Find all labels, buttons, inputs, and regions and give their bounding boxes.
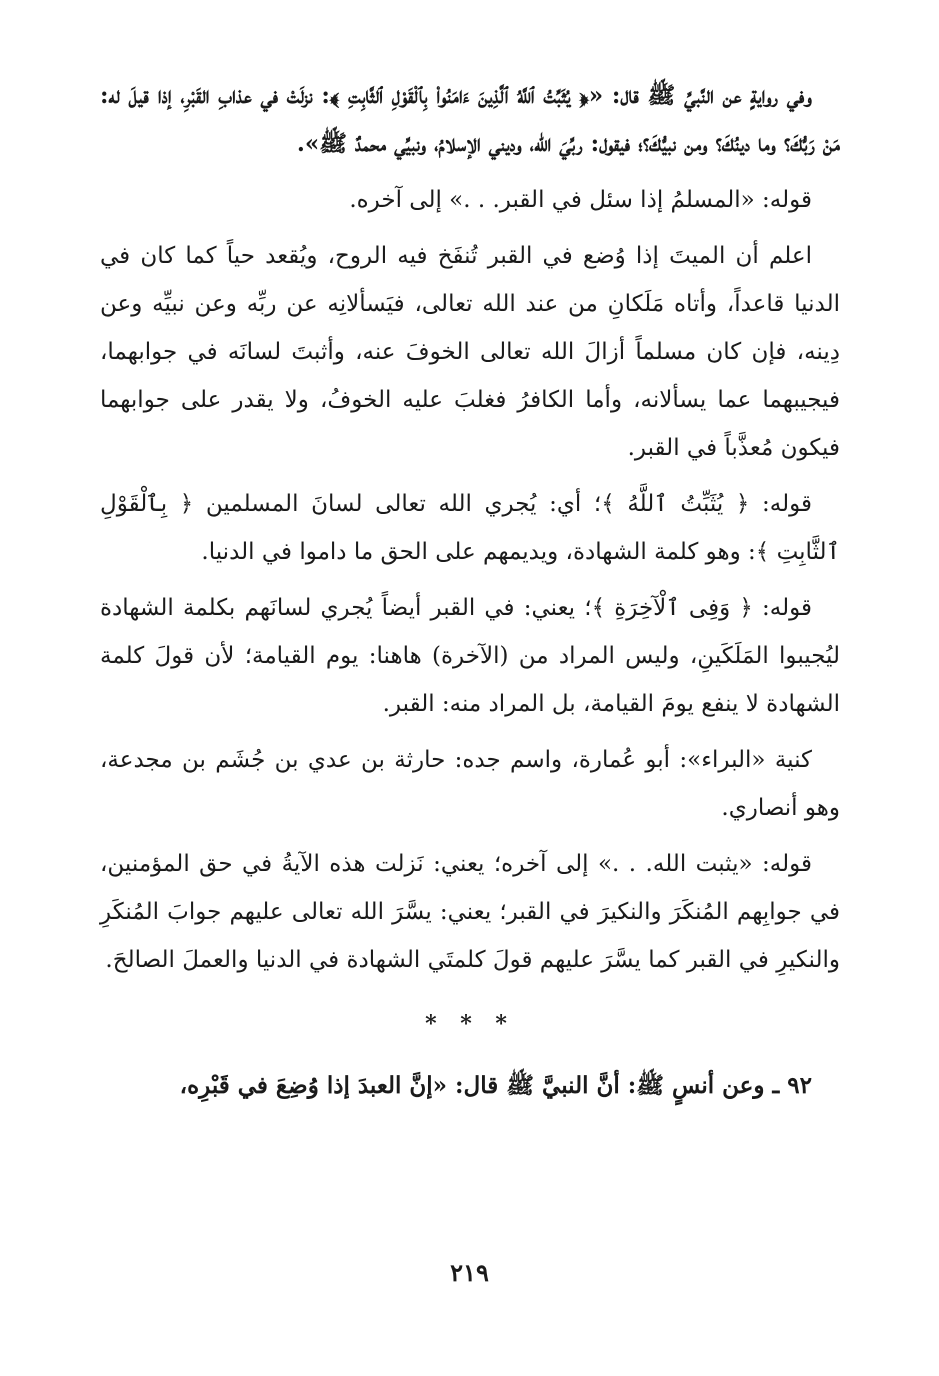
commentary-paragraph: قوله: «يثبت الله. . .» إلى آخره؛ يعني: نَزلت هذه الآيةُ في حق المؤمنين، في جوابِهم المُنكَرَ والنكيرَ في القبر؛ يعني: يسَّرَ الله تعالى عليهم جوابَ المُنكَرِ والنكيرِ في القبر كما يسَّرَ عليهم قولَ كلمتَي الشهادة في الدنيا والعملَ الصالحَ. [100,851,840,973]
hadith-start: ٩٢ ـ وعن أنسٍ ﷺ: أنَّ النبيَّ ﷺ قال: «إنَّ العبدَ إذا وُضِعَ في قَبْرِه، [179,1072,812,1099]
commentary-paragraph: قوله: ﴿ وَفِى ٱلْآخِرَةِ ﴾؛ يعني: في القبر أيضاً يُجري لسانَهم بكلمة الشهادة ليُجيبوا المَلَكَينِ، وليس المراد من (الآخرة) هاهنا: يوم القيامة؛ لأن قولَ كلمة الشهادة لا ينفع يومَ القيامة، بل المراد منه: القبر. [100,595,840,717]
commentary-paragraph: اعلم أن الميتَ إذا وُضع في القبر تُنفَخ فيه الروح، ويُقعد حياً كما كان في الدنيا قاعداً، وأتاه مَلَكانِ من عند الله تعالى، فيَسألانِه عن ربِّه وعن نبيِّه وعن دِينه، فإن كان مسلماً أزالَ الله تعالى الخوفَ عنه، وأثبتَ لسانَه في جوابهما، فيجيبهما عما يسألانه، وأما الكافرُ فغلبَ عليه الخوفُ، ولا يقدر على جوابهما فيكون مُعذَّباً في القبر. [100,243,840,461]
commentary-paragraph: قوله: ﴿ يُثَبِّتُ ٱللَّهُ ﴾؛ أي: يُجري الله تعالى لسانَ المسلمين ﴿ بِٱلْقَوْلِ ٱلثَّابِتِ ﴾: وهو كلمة الشهادة، ويديمهم على الحق ما داموا في الدنيا. [100,491,840,565]
page-body [100,72,840,1118]
commentary-heading: قوله: «المسلمُ إذا سئل في القبر. . .» إلى آخره. [349,187,812,213]
commentary-paragraph: كنية «البراء»: أبو عُمارة، واسم جده: حارثة بن عدي بن جُشَم بن مجدعة، وهو أنصاري. [100,747,840,821]
section-separator: * * * [425,1011,515,1037]
page-number: ٢١٩ [450,1258,489,1287]
hadith-narration: وفي روايةٍ عن النَّبيِّ ﷺ قال: «﴿ يُثَبِّتُ ٱللَّهُ ٱلَّذِينَ ءَامَنُواْ بِٱلْقَوْلِ ٱلثَّابِتِ ﴾: نزلَتْ في عذابِ القَبْرِ، إذا قيلَ له: مَنْ رَبُّكَ؟ وما دينُكَ؟ ومن نبيُّكَ؟؛ فيقول: ربِّيَ الله، وديني الإسلامُ، ونبيِّي محمدٌ ﷺ». [100,82,840,157]
